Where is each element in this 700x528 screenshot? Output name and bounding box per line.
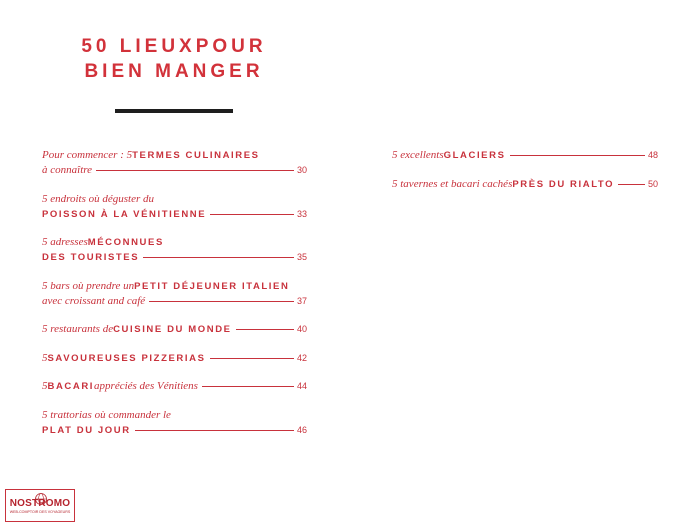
toc-line: [42, 235, 307, 250]
toc-entry[interactable]: [392, 177, 658, 192]
toc-text: 5 tavernes et bacari cachés: [392, 177, 513, 190]
title-line-2: BIEN MANGER: [84, 61, 264, 82]
nostromo-logo: [5, 489, 75, 522]
toc-page-number: 46: [296, 424, 307, 435]
toc-keyword: MÉCONNUES: [87, 237, 164, 248]
toc-entry[interactable]: [42, 235, 307, 265]
toc-text: 5 trattorias où commander le: [42, 408, 171, 421]
toc-entry[interactable]: [42, 351, 307, 366]
toc-entry[interactable]: [42, 148, 307, 178]
toc-page-number: 33: [296, 208, 307, 219]
toc-line: [42, 250, 307, 265]
toc-line: [42, 351, 307, 366]
toc-keyword: SAVOUREUSES PIZZERIAS: [47, 352, 206, 364]
toc-text: à connaître: [42, 164, 92, 176]
toc-left-column: [42, 148, 307, 451]
toc-leader-line: [210, 358, 294, 359]
toc-page-number: 37: [296, 295, 307, 306]
toc-text: 5 restaurants de: [42, 323, 114, 335]
toc-leader-line: [135, 430, 294, 431]
toc-page-number: 42: [296, 352, 307, 363]
toc-right-column: [392, 148, 658, 205]
toc-keyword: PETIT DÉJEUNER ITALIEN: [134, 280, 290, 292]
toc-entry[interactable]: [42, 408, 307, 438]
toc-line: [42, 148, 307, 163]
toc-page-number: 35: [296, 252, 307, 262]
toc-entry[interactable]: [42, 379, 307, 394]
toc-leader-line: [236, 329, 294, 330]
toc-text: 5 endroits où déguster du: [42, 192, 155, 205]
toc-keyword: TERMES CULINAIRES: [132, 150, 260, 161]
toc-leader-line: [202, 386, 294, 387]
toc-line: [42, 322, 307, 337]
toc-keyword: DES TOURISTES: [42, 252, 140, 263]
toc-line: [42, 163, 307, 178]
toc-line: [392, 148, 658, 163]
toc-leader-line: [210, 214, 294, 215]
toc-entry[interactable]: [392, 148, 658, 163]
toc-line: [42, 192, 307, 207]
title-line-1: 50 LIEUXPOUR: [81, 36, 267, 57]
toc-text: 5 excellents: [392, 149, 444, 161]
toc-line: [42, 379, 307, 394]
toc-leader-line: [143, 257, 294, 258]
toc-line: [42, 207, 307, 222]
toc-keyword: GLACIERS: [443, 150, 506, 161]
toc-text: 5 adresses: [42, 236, 88, 248]
toc-text: 5 bars où prendre un: [42, 279, 135, 292]
toc-leader-line: [149, 301, 294, 302]
toc-entry[interactable]: [42, 192, 307, 222]
page-title: [48, 34, 300, 84]
toc-page-number: 30: [296, 165, 307, 175]
toc-line: [42, 294, 307, 309]
logo-brand: NOSTROMO: [9, 498, 71, 509]
toc-line: [42, 279, 307, 294]
toc-leader-line: [618, 184, 645, 185]
logo-tagline: WEB-COMPTOIR DES VOYAGEURS: [9, 510, 71, 514]
toc-keyword: CUISINE DU MONDE: [113, 324, 232, 335]
toc-entry[interactable]: [42, 279, 307, 309]
toc-page-number: 40: [296, 324, 307, 334]
toc-line: [42, 423, 307, 438]
toc-page-number: 50: [647, 178, 658, 189]
toc-keyword: POISSON À LA VÉNITIENNE: [42, 208, 207, 220]
toc-leader-line: [510, 155, 645, 156]
toc-keyword: BACARI: [47, 381, 95, 392]
toc-text: 5: [42, 351, 48, 364]
toc-text: 5: [42, 380, 48, 392]
title-underline: [115, 109, 233, 113]
toc-text: Pour commencer : 5: [42, 149, 133, 161]
toc-text: appréciés des Vénitiens: [94, 380, 198, 392]
toc-line: [42, 408, 307, 423]
toc-page-number: 44: [296, 381, 307, 391]
toc-line: [392, 177, 658, 192]
toc-entry[interactable]: [42, 322, 307, 337]
toc-leader-line: [96, 170, 294, 171]
toc-text: avec croissant and café: [42, 294, 146, 307]
toc-keyword: PLAT DU JOUR: [42, 424, 131, 436]
toc-keyword: PRÈS DU RIALTO: [512, 178, 615, 190]
toc-page-number: 48: [647, 150, 658, 160]
